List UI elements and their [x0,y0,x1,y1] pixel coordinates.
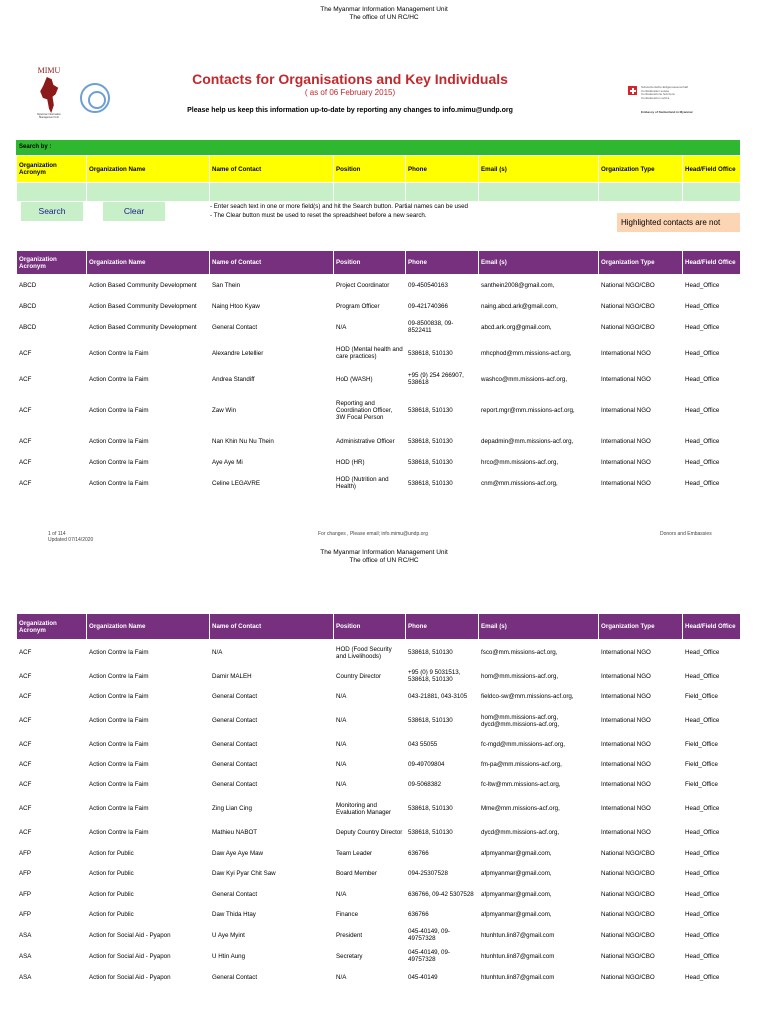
table-row [17,296,741,317]
cell-org-type: International NGO [599,707,683,735]
table-row [17,431,741,452]
cell-contact: Nan Khin Nu Nu Thein [210,431,334,452]
table-row [17,775,741,795]
table-row [17,967,741,988]
cell-office: Head_Office [683,925,741,946]
cell-acronym: ASA [17,967,87,988]
cell-email: afpmyanmar@gmail.com, [479,884,599,905]
cell-email: fm-pa@mm.missions-acf.org, [479,755,599,775]
cell-phone: 538618, 510130 [406,431,479,452]
swiss-flag-icon [628,86,637,95]
search-col-org-type: Organization Type [599,156,683,183]
cell-email: hrco@mm.missions-acf.org, [479,452,599,473]
cell-acronym: ACF [17,640,87,666]
col-acronym: Organization Acronym [17,614,87,640]
contacts-table-page1 [16,250,741,494]
cell-acronym: ACF [17,431,87,452]
cell-org-type: International NGO [599,338,683,369]
cell-office: Head_Office [683,452,741,473]
table-row [17,925,741,946]
cell-acronym: ACF [17,707,87,735]
cell-org-name: Action for Public [87,864,210,884]
cell-acronym: AFP [17,864,87,884]
col-email: Email (s) [479,251,599,275]
cell-office: Head_Office [683,884,741,905]
table-row [17,317,741,338]
cell-email: htunhtun.lin87@gmail.com [479,946,599,967]
cell-position: N/A [334,967,406,988]
cell-position: Secretary [334,946,406,967]
table-row [17,338,741,369]
search-input-office[interactable] [683,183,741,202]
swiss-embassy: Embassy of Switzerland in Myanmar [641,110,693,114]
cell-email: fsco@mm.missions-acf.org, [479,640,599,666]
page-number: 1 of 114 [48,531,66,537]
cell-position: N/A [334,775,406,795]
cell-contact: Andrea Standiff [210,369,334,390]
cell-contact: U Htin Aung [210,946,334,967]
table-row [17,946,741,967]
page-info [48,531,93,543]
cell-org-name: Action Contre la Faim [87,338,210,369]
cell-org-type: International NGO [599,431,683,452]
cell-acronym: AFP [17,884,87,905]
col-office: Head/Field Office [683,251,741,275]
cell-email: dycd@mm.missions-acf.org, [479,823,599,843]
cell-phone: 538618, 510130 [406,640,479,666]
highlight-note: Highlighted contacts are not [617,213,740,232]
page-title: Contacts for Organisations and Key Individuals [192,71,508,87]
search-input-org-type[interactable] [599,183,683,202]
cell-org-name: Action Contre la Faim [87,640,210,666]
cell-acronym: ABCD [17,317,87,338]
cell-acronym: ACF [17,687,87,707]
search-input-phone[interactable] [406,183,479,202]
cell-org-type: International NGO [599,369,683,390]
search-col-position: Position [334,156,406,183]
table-row [17,884,741,905]
cell-position: Deputy Country Director [334,823,406,843]
cell-office: Field_Office [683,735,741,755]
table-row [17,823,741,843]
col-position: Position [334,614,406,640]
cell-contact: General Contact [210,687,334,707]
cell-position: Monitoring and Evaluation Manager [334,795,406,823]
col-acronym: Organization Acronym [17,251,87,275]
cell-org-type: National NGO/CBO [599,905,683,925]
search-col-acronym: Organization Acronym [17,156,87,183]
search-input-email[interactable] [479,183,599,202]
search-input-position[interactable] [334,183,406,202]
cell-phone: 538618, 510130 [406,452,479,473]
cell-position: HOD (HR) [334,452,406,473]
cell-phone: 09-5068382 [406,775,479,795]
mimu-logo [30,66,68,122]
col-org-name: Organization Name [87,251,210,275]
cell-phone: 538618, 510130 [406,338,479,369]
cell-office: Field_Office [683,775,741,795]
cell-phone: 045-40149, 09-49757328 [406,925,479,946]
cell-contact: Zing Lian Cing [210,795,334,823]
col-email: Email (s) [479,614,599,640]
cell-email: naing.abcd.ark@gmail.com, [479,296,599,317]
cell-org-type: International NGO [599,452,683,473]
cell-contact: Aye Aye Mi [210,452,334,473]
cell-email: htunhtun.lin87@gmail.com [479,925,599,946]
cell-acronym: ACF [17,795,87,823]
table-row [17,275,741,296]
cell-org-type: National NGO/CBO [599,317,683,338]
cell-office: Head_Office [683,369,741,390]
search-col-email: Email (s) [479,156,599,183]
cell-phone: 045-40149, 09-49757328 [406,946,479,967]
table-row [17,452,741,473]
cell-acronym: ABCD [17,296,87,317]
search-input-acronym[interactable] [17,183,87,202]
cell-office: Head_Office [683,905,741,925]
cell-office: Head_Office [683,473,741,494]
cell-position: Program Officer [334,296,406,317]
cell-position: Administrative Officer [334,431,406,452]
cell-org-name: Action Contre la Faim [87,369,210,390]
cell-office: Field_Office [683,755,741,775]
cell-contact: U Aye Myint [210,925,334,946]
search-button[interactable]: Search [21,202,83,221]
cell-acronym: ACF [17,390,87,431]
header-office: The office of UN RC/HC [349,14,419,21]
cell-email: hom@mm.missions-acf.org, [479,666,599,687]
table-header-row [17,614,741,640]
cell-org-type: International NGO [599,666,683,687]
cell-phone: 538618, 510130 [406,795,479,823]
cell-email: report.mgr@mm.missions-acf.org, [479,390,599,431]
cell-email: afpmyanmar@gmail.com, [479,843,599,864]
cell-org-type: International NGO [599,775,683,795]
cell-org-name: Action Based Community Development [87,296,210,317]
col-phone: Phone [406,251,479,275]
update-request: Please help us keep this information up-to-date by reporting any changes to info.mimu@undp.org [187,107,513,114]
mimu-logo-word: MIMU [37,66,61,75]
cell-email: washco@mm.missions-acf.org, [479,369,599,390]
search-col-office: Head/Field Office [683,156,741,183]
cell-org-name: Action Contre la Faim [87,431,210,452]
cell-office: Head_Office [683,946,741,967]
table-row [17,707,741,735]
search-by-bar: Search by : [16,140,740,155]
cell-acronym: ACF [17,473,87,494]
cell-phone: 09-8500838, 09-8522411 [406,317,479,338]
table-row [17,795,741,823]
cell-contact: Naing Htoo Kyaw [210,296,334,317]
table-header-row [17,251,741,275]
col-org-type: Organization Type [599,614,683,640]
cell-contact: Alexandre Letellier [210,338,334,369]
cell-email: afpmyanmar@gmail.com, [479,905,599,925]
cell-contact: San Thein [210,275,334,296]
cell-position: N/A [334,735,406,755]
cell-org-name: Action Based Community Development [87,317,210,338]
cell-phone: 094-25307528 [406,864,479,884]
cell-org-name: Action Based Community Development [87,275,210,296]
search-col-phone: Phone [406,156,479,183]
cell-position: Country Director [334,666,406,687]
cell-org-type: National NGO/CBO [599,275,683,296]
table-row [17,640,741,666]
cell-position: Finance [334,905,406,925]
cell-phone: 538618, 510130 [406,473,479,494]
cell-phone: 09-450540163 [406,275,479,296]
cell-position: HOD (Food Security and Livelihoods) [334,640,406,666]
table-row [17,473,741,494]
cell-org-name: Action Contre la Faim [87,687,210,707]
cell-contact: Daw Aye Aye Maw [210,843,334,864]
cell-contact: N/A [210,640,334,666]
cell-org-type: International NGO [599,390,683,431]
header-office-page2: The office of UN RC/HC [349,557,419,564]
cell-org-type: International NGO [599,473,683,494]
cell-org-name: Action Contre la Faim [87,452,210,473]
un-emblem-icon [80,83,110,113]
cell-phone: 636766 [406,843,479,864]
cell-office: Head_Office [683,296,741,317]
cell-office: Head_Office [683,843,741,864]
swiss-logo [628,86,738,116]
cell-org-name: Action Contre la Faim [87,795,210,823]
col-office: Head/Field Office [683,614,741,640]
cell-org-name: Action for Public [87,905,210,925]
cell-org-type: International NGO [599,755,683,775]
cell-email: mhcphod@mm.missions-acf.org, [479,338,599,369]
cell-acronym: ACF [17,666,87,687]
cell-phone: 636766 [406,905,479,925]
cell-org-name: Action Contre la Faim [87,707,210,735]
cell-position: N/A [334,687,406,707]
cell-office: Head_Office [683,666,741,687]
cell-phone: 043 55055 [406,735,479,755]
cell-org-type: National NGO/CBO [599,946,683,967]
cell-position: N/A [334,317,406,338]
cell-office: Head_Office [683,864,741,884]
cell-email: Mme@mm.missions-acf.org, [479,795,599,823]
cell-acronym: AFP [17,843,87,864]
cell-office: Head_Office [683,967,741,988]
cell-email: fc-mgd@mm.missions-acf.org, [479,735,599,755]
table-row [17,687,741,707]
col-contact: Name of Contact [210,614,334,640]
cell-org-name: Action for Public [87,884,210,905]
cell-org-name: Action Contre la Faim [87,775,210,795]
cell-contact: General Contact [210,707,334,735]
cell-office: Head_Office [683,317,741,338]
cell-org-type: National NGO/CBO [599,296,683,317]
cell-email: htunhtun.lin87@gmail.com [479,967,599,988]
cell-contact: General Contact [210,775,334,795]
table-row [17,735,741,755]
footer-changes: For changes , Please email; info.mimu@undp.org [318,531,428,537]
cell-phone: 538618, 510130 [406,390,479,431]
cell-contact: Daw Thida Htay [210,905,334,925]
cell-org-type: International NGO [599,823,683,843]
cell-phone: 636766, 09-42 5307528 [406,884,479,905]
cell-phone: 538618, 510130 [406,707,479,735]
table-row [17,369,741,390]
cell-org-type: International NGO [599,687,683,707]
col-org-name: Organization Name [87,614,210,640]
cell-contact: Damir MALEH [210,666,334,687]
cell-email: depadmin@mm.missions-acf.org, [479,431,599,452]
clear-button[interactable]: Clear [103,202,165,221]
cell-position: HoD (WASH) [334,369,406,390]
table-row [17,666,741,687]
cell-position: HOD (Nutrition and Health) [334,473,406,494]
col-phone: Phone [406,614,479,640]
cell-contact: Celine LEGAVRE [210,473,334,494]
cell-acronym: ACF [17,823,87,843]
cell-phone: 09-49709804 [406,755,479,775]
search-col-contact: Name of Contact [210,156,334,183]
cell-office: Head_Office [683,275,741,296]
cell-position: Reporting and Coordination Officer, 3W Focal Person [334,390,406,431]
col-contact: Name of Contact [210,251,334,275]
cell-phone: +95 (9) 254 266907, 538618 [406,369,479,390]
col-position: Position [334,251,406,275]
cell-org-type: International NGO [599,795,683,823]
cell-org-name: Action Contre la Faim [87,473,210,494]
updated-date: Updated 07/14/2020 [48,537,94,543]
cell-position: Team Leader [334,843,406,864]
swiss-text: Schweizerische Eidgenossenschaft Confédération suisse Confederazione Svizzera Confederaziun svizra [641,85,689,100]
cell-position: N/A [334,755,406,775]
search-form [16,155,741,202]
search-input-org-name[interactable] [87,183,210,202]
header-unit: The Myanmar Information Management Unit [320,6,448,13]
cell-office: Head_Office [683,707,741,735]
as-of-date: ( as of 06 February 2015) [304,88,396,97]
header-unit-page2: The Myanmar Information Management Unit [320,549,448,556]
cell-position: N/A [334,884,406,905]
cell-position: N/A [334,707,406,735]
cell-office: Head_Office [683,390,741,431]
cell-email: abcd.ark.org@gmail.com, [479,317,599,338]
cell-org-name: Action for Public [87,843,210,864]
contacts-table-page2 [16,613,741,988]
cell-position: President [334,925,406,946]
table-row [17,843,741,864]
cell-position: HOD (Mental health and care practices) [334,338,406,369]
cell-org-name: Action Contre la Faim [87,755,210,775]
cell-phone: +95 (0) 9 5031513, 538618, 510130 [406,666,479,687]
cell-org-name: Action for Social Aid - Pyapon [87,925,210,946]
cell-email: afpmyanmar@gmail.com, [479,864,599,884]
search-col-org-name: Organization Name [87,156,210,183]
cell-org-type: International NGO [599,735,683,755]
search-header-row [17,156,741,183]
table-row [17,864,741,884]
myanmar-map-icon [38,77,60,113]
cell-email: santhein2008@gmail.com, [479,275,599,296]
cell-org-name: Action Contre la Faim [87,735,210,755]
cell-contact: General Contact [210,317,334,338]
cell-acronym: ACF [17,452,87,473]
table-row [17,390,741,431]
cell-acronym: ACF [17,735,87,755]
cell-contact: General Contact [210,884,334,905]
cell-acronym: ABCD [17,275,87,296]
cell-org-name: Action for Social Aid - Pyapon [87,946,210,967]
footer-sheet: Donors and Embassies [660,531,712,537]
cell-phone: 045-40149 [406,967,479,988]
cell-org-name: Action Contre la Faim [87,666,210,687]
cell-org-name: Action Contre la Faim [87,823,210,843]
cell-contact: Daw Kyi Pyar Chit Saw [210,864,334,884]
cell-org-type: National NGO/CBO [599,843,683,864]
cell-acronym: ACF [17,775,87,795]
cell-phone: 043-21881, 043-3105 [406,687,479,707]
instruction-2: - The Clear button must be used to reset the spreadsheet before a new search. [210,212,427,219]
instruction-1: - Enter seach text in one or more field(s) and hit the Search button. Partial names can be used [210,203,468,210]
cell-email: cnm@mm.missions-acf.org, [479,473,599,494]
search-input-row [17,183,741,202]
cell-org-name: Action Contre la Faim [87,390,210,431]
cell-acronym: ACF [17,369,87,390]
cell-position: Project Coordinator [334,275,406,296]
cell-office: Field_Office [683,687,741,707]
cell-acronym: AFP [17,905,87,925]
cell-office: Head_Office [683,431,741,452]
cell-org-type: National NGO/CBO [599,967,683,988]
mimu-logo-caption: Myanmar Information Management Unit [37,113,61,119]
cell-org-type: National NGO/CBO [599,864,683,884]
cell-email: fc-ltw@mm.missions-acf.org, [479,775,599,795]
cell-org-type: National NGO/CBO [599,925,683,946]
col-org-type: Organization Type [599,251,683,275]
cell-acronym: ACF [17,755,87,775]
cell-org-name: Action for Social Aid - Pyapon [87,967,210,988]
cell-email: hom@mm.missions-acf.org, dycd@mm.missions-acf.org, [479,707,599,735]
cell-office: Head_Office [683,338,741,369]
cell-org-type: National NGO/CBO [599,884,683,905]
cell-org-type: International NGO [599,640,683,666]
table-row [17,905,741,925]
cell-contact: Zaw Win [210,390,334,431]
cell-contact: Mathieu NABOT [210,823,334,843]
cell-position: Board Member [334,864,406,884]
cell-contact: General Contact [210,755,334,775]
cell-phone: 09-421740366 [406,296,479,317]
cell-acronym: ASA [17,946,87,967]
cell-acronym: ACF [17,338,87,369]
cell-email: fieldco-sw@mm.missions-acf.org, [479,687,599,707]
cell-acronym: ASA [17,925,87,946]
cell-phone: 538618, 510130 [406,823,479,843]
table-row [17,755,741,775]
cell-contact: General Contact [210,735,334,755]
cell-office: Head_Office [683,640,741,666]
cell-contact: General Contact [210,967,334,988]
cell-office: Head_Office [683,823,741,843]
search-input-contact[interactable] [210,183,334,202]
cell-office: Head_Office [683,795,741,823]
